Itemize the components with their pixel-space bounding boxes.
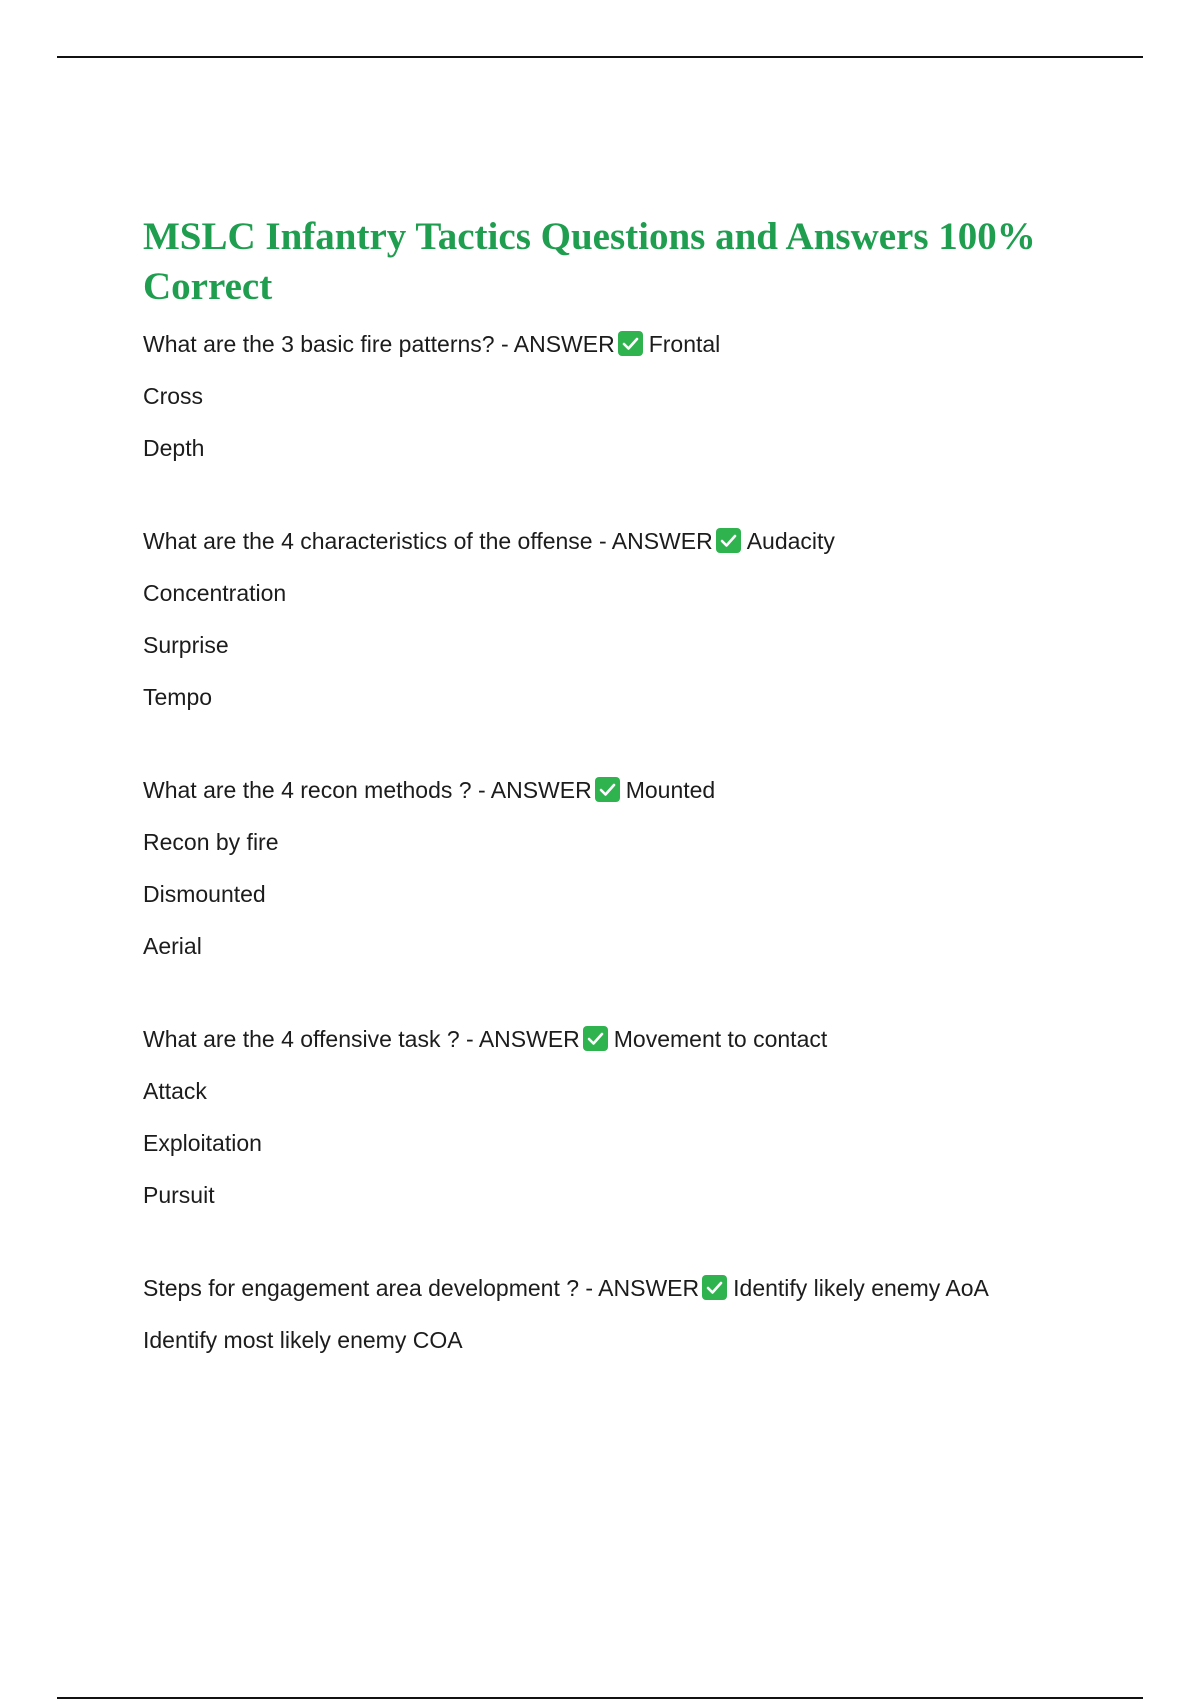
question-line: [143, 523, 1063, 560]
check-icon: [595, 777, 620, 802]
answer-line: Surprise: [143, 632, 229, 658]
qa-item: [143, 1270, 1063, 1359]
question-text: What are the 4 recon methods ? - ANSWER: [143, 777, 592, 803]
answer-line: Dismounted: [143, 881, 266, 907]
qa-item: [143, 1021, 1063, 1214]
check-icon: [702, 1275, 727, 1300]
answer-line: Attack: [143, 1078, 207, 1104]
answer-line: Identify most likely enemy COA: [143, 1327, 463, 1353]
question-line: [143, 772, 1063, 809]
answer-line: Aerial: [143, 933, 202, 959]
qa-item: [143, 326, 1063, 467]
answer-line: Exploitation: [143, 1130, 262, 1156]
bottom-rule: [57, 1697, 1143, 1699]
answer-text: Identify likely enemy AoA: [733, 1275, 989, 1301]
question-text: Steps for engagement area development ? - ANSWER: [143, 1275, 700, 1301]
qa-list: [143, 326, 1063, 1359]
answer-line: Concentration: [143, 580, 287, 606]
document-body: [143, 212, 1063, 1415]
question-text: What are the 3 basic fire patterns? - ANSWER: [143, 331, 615, 357]
answer-line: Depth: [143, 435, 205, 461]
answer-line: Cross: [143, 383, 204, 409]
answer-text: Frontal: [648, 331, 721, 357]
top-rule: [57, 56, 1143, 58]
question-line: [143, 326, 1063, 363]
qa-item: [143, 772, 1063, 965]
answer-line: Recon by fire: [143, 829, 279, 855]
answer-text: Mounted: [625, 777, 716, 803]
answer-text: Movement to contact: [613, 1026, 828, 1052]
qa-item: [143, 523, 1063, 716]
answer-text: Audacity: [746, 528, 835, 554]
question-text: What are the 4 characteristics of the offense - ANSWER: [143, 528, 713, 554]
question-line: [143, 1270, 1063, 1307]
check-icon: [716, 528, 741, 553]
check-icon: [583, 1026, 608, 1051]
check-icon: [618, 331, 643, 356]
question-line: [143, 1021, 1063, 1058]
document-title: MSLC Infantry Tactics Questions and Answers 100% Correct: [143, 215, 1036, 308]
answer-line: Pursuit: [143, 1182, 215, 1208]
answer-line: Tempo: [143, 684, 213, 710]
question-text: What are the 4 offensive task ? - ANSWER: [143, 1026, 580, 1052]
